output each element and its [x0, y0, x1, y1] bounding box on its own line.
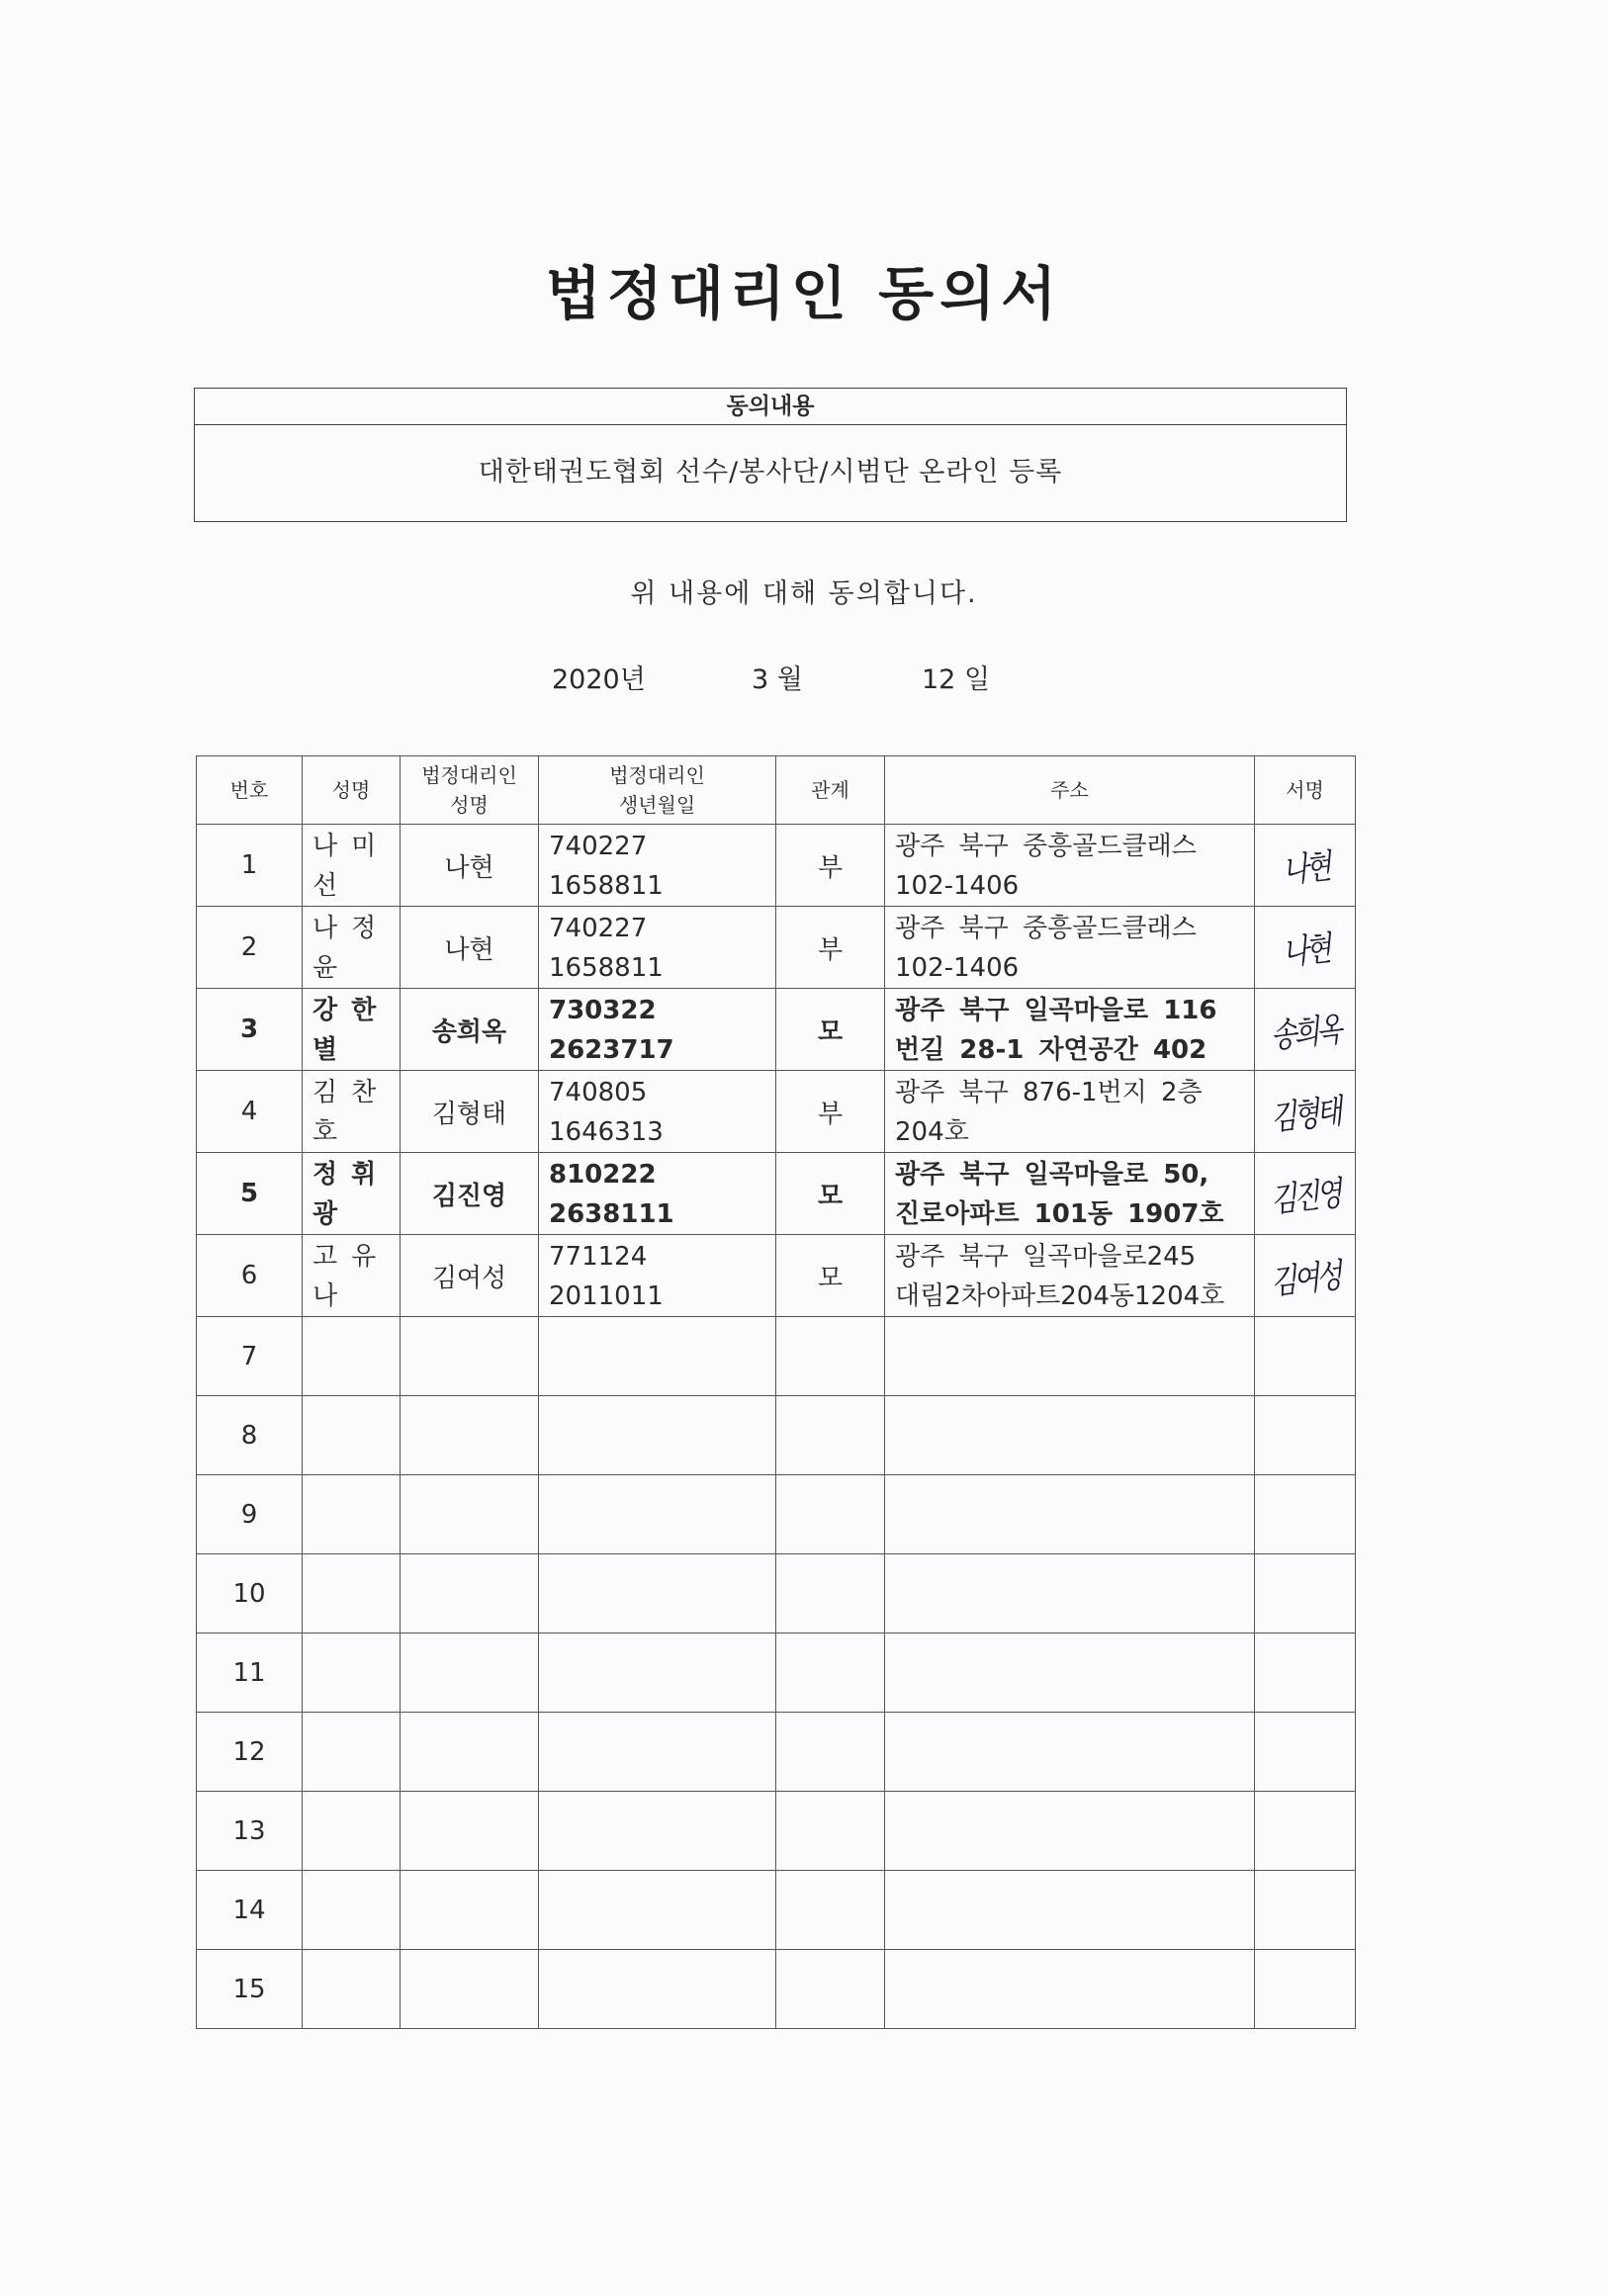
- student-name-line1: 나정: [313, 914, 391, 943]
- empty-cell: [776, 1950, 885, 2029]
- address-line1: 광주 북구 876-1번지 2층: [895, 1078, 1203, 1107]
- empty-cell: [401, 1713, 539, 1792]
- guardian-birth: [539, 1153, 776, 1235]
- table-row: [197, 1871, 1356, 1950]
- signature: [1255, 825, 1356, 907]
- header-guardian-name-line1: 법정대리인: [421, 763, 517, 787]
- row-number: 2: [197, 907, 303, 989]
- empty-cell: [303, 1554, 401, 1634]
- address-line2: 102-1406: [895, 953, 1020, 983]
- empty-cell: [303, 1634, 401, 1713]
- birth-line1: 740805: [549, 1078, 648, 1107]
- date-day: 12 일: [922, 664, 991, 695]
- empty-cell: [885, 1950, 1255, 2029]
- header-guardian-name: [401, 756, 539, 825]
- table-row: [197, 1950, 1356, 2029]
- row-number: 11: [197, 1634, 303, 1713]
- address-line1: 광주 북구 일곡마을로245: [895, 1242, 1197, 1272]
- row-number: 5: [197, 1153, 303, 1235]
- empty-cell: [776, 1871, 885, 1950]
- empty-cell: [539, 1317, 776, 1396]
- student-name-line1: 고유: [313, 1242, 391, 1272]
- header-number: 번호: [197, 756, 303, 825]
- student-name: [303, 907, 401, 989]
- document-title: 법정대리인 동의서: [545, 260, 1063, 327]
- empty-cell: [303, 1475, 401, 1554]
- empty-cell: [539, 1950, 776, 2029]
- student-name-line2: 광: [313, 1199, 352, 1229]
- guardian-name: 김진영: [401, 1153, 539, 1235]
- student-name-line1: 나미: [313, 832, 391, 861]
- signature: [1255, 1235, 1356, 1317]
- student-name-line1: 정휘: [313, 1160, 391, 1190]
- empty-cell: [885, 1871, 1255, 1950]
- empty-cell: [885, 1554, 1255, 1634]
- guardian-birth: [539, 1071, 776, 1153]
- address-line1: 광주 북구 중흥골드클래스: [895, 914, 1197, 943]
- table-row: [197, 1396, 1356, 1475]
- signature: [1255, 1071, 1356, 1153]
- header-signature: 서명: [1255, 756, 1356, 825]
- relation: 부: [776, 1071, 885, 1153]
- empty-cell: [1255, 1317, 1356, 1396]
- guardian-birth: [539, 1235, 776, 1317]
- guardian-birth: [539, 825, 776, 907]
- table-row: [197, 989, 1356, 1071]
- empty-cell: [776, 1554, 885, 1634]
- address: [885, 1235, 1255, 1317]
- guardian-consent-table: [196, 755, 1356, 2029]
- relation: 모: [776, 1153, 885, 1235]
- address-line2: 102-1406: [895, 871, 1020, 901]
- header-relation: 관계: [776, 756, 885, 825]
- header-guardian-birth-line2: 생년월일: [618, 793, 696, 817]
- table-row: [197, 1235, 1356, 1317]
- guardian-birth: [539, 907, 776, 989]
- student-name-line2: 선: [313, 871, 352, 901]
- empty-cell: [303, 1871, 401, 1950]
- birth-line2: 1646313: [549, 1117, 664, 1147]
- row-number: 4: [197, 1071, 303, 1153]
- guardian-name: 나현: [401, 907, 539, 989]
- empty-cell: [303, 1950, 401, 2029]
- empty-cell: [401, 1792, 539, 1871]
- date-month: 3 월: [752, 664, 803, 695]
- empty-cell: [539, 1396, 776, 1475]
- handwritten-signature: 송희옥: [1269, 1009, 1342, 1056]
- empty-cell: [1255, 1792, 1356, 1871]
- birth-line2: 2011011: [549, 1281, 664, 1311]
- student-name-line2: 윤: [313, 953, 352, 983]
- date-year: 2020년: [552, 664, 646, 695]
- consent-content-heading: 동의내용: [195, 389, 1346, 425]
- address-line1: 광주 북구 중흥골드클래스: [895, 832, 1197, 861]
- table-header-row: [197, 756, 1356, 825]
- address: [885, 1071, 1255, 1153]
- empty-cell: [1255, 1475, 1356, 1554]
- empty-cell: [776, 1634, 885, 1713]
- empty-cell: [776, 1475, 885, 1554]
- agreement-statement: 위 내용에 대해 동의합니다.: [630, 578, 978, 609]
- student-name-line2: 별: [313, 1035, 352, 1065]
- empty-cell: [539, 1554, 776, 1634]
- guardian-name: 송희옥: [401, 989, 539, 1071]
- student-name: [303, 1071, 401, 1153]
- relation: 부: [776, 825, 885, 907]
- signature: [1255, 989, 1356, 1071]
- row-number: 14: [197, 1871, 303, 1950]
- empty-cell: [885, 1317, 1255, 1396]
- empty-cell: [539, 1713, 776, 1792]
- handwritten-signature: 나현: [1280, 846, 1330, 891]
- table-row: [197, 1153, 1356, 1235]
- birth-line2: 1658811: [549, 871, 664, 901]
- header-name: 성명: [303, 756, 401, 825]
- student-name-line1: 김찬: [313, 1078, 391, 1107]
- table-row: [197, 1475, 1356, 1554]
- student-name: [303, 1153, 401, 1235]
- empty-cell: [401, 1317, 539, 1396]
- header-address: 주소: [885, 756, 1255, 825]
- table-row: [197, 1554, 1356, 1634]
- guardian-name: 김형태: [401, 1071, 539, 1153]
- address-line2: 204호: [895, 1117, 969, 1147]
- birth-line1: 730322: [549, 996, 657, 1025]
- handwritten-signature: 김진영: [1269, 1173, 1342, 1220]
- empty-cell: [539, 1792, 776, 1871]
- empty-cell: [885, 1396, 1255, 1475]
- empty-cell: [1255, 1634, 1356, 1713]
- empty-cell: [303, 1396, 401, 1475]
- row-number: 6: [197, 1235, 303, 1317]
- empty-cell: [303, 1713, 401, 1792]
- birth-line2: 2638111: [549, 1199, 674, 1229]
- birth-line1: 810222: [549, 1160, 657, 1190]
- student-name-line2: 호: [313, 1117, 352, 1147]
- empty-cell: [776, 1396, 885, 1475]
- student-name-line1: 강한: [313, 996, 391, 1025]
- empty-cell: [401, 1871, 539, 1950]
- empty-cell: [776, 1317, 885, 1396]
- relation: 모: [776, 1235, 885, 1317]
- consent-content-text: 대한태권도협회 선수/봉사단/시범단 온라인 등록: [478, 457, 1063, 487]
- birth-line1: 740227: [549, 914, 648, 943]
- header-guardian-name-line2: 성명: [450, 793, 489, 817]
- empty-cell: [1255, 1713, 1356, 1792]
- birth-line1: 771124: [549, 1242, 648, 1272]
- table-row: [197, 1634, 1356, 1713]
- address-line1: 광주 북구 일곡마을로 116: [895, 996, 1217, 1025]
- empty-cell: [885, 1713, 1255, 1792]
- handwritten-signature: 김형태: [1269, 1091, 1342, 1138]
- empty-cell: [1255, 1871, 1356, 1950]
- empty-cell: [539, 1475, 776, 1554]
- empty-cell: [776, 1792, 885, 1871]
- student-name-line2: 나: [313, 1281, 352, 1311]
- birth-line2: 1658811: [549, 953, 664, 983]
- empty-cell: [401, 1475, 539, 1554]
- header-guardian-birth: [539, 756, 776, 825]
- consent-content-box: [194, 388, 1347, 522]
- birth-line2: 2623717: [549, 1035, 674, 1065]
- address-line2: 번길 28-1 자연공간 402: [895, 1035, 1207, 1065]
- row-number: 7: [197, 1317, 303, 1396]
- row-number: 13: [197, 1792, 303, 1871]
- signature: [1255, 1153, 1356, 1235]
- table-row: [197, 1071, 1356, 1153]
- guardian-birth: [539, 989, 776, 1071]
- row-number: 8: [197, 1396, 303, 1475]
- address: [885, 989, 1255, 1071]
- empty-cell: [885, 1792, 1255, 1871]
- handwritten-signature: 나현: [1280, 928, 1330, 973]
- student-name: [303, 1235, 401, 1317]
- empty-cell: [885, 1475, 1255, 1554]
- row-number: 1: [197, 825, 303, 907]
- empty-cell: [1255, 1950, 1356, 2029]
- row-number: 15: [197, 1950, 303, 2029]
- table-row: [197, 825, 1356, 907]
- empty-cell: [401, 1950, 539, 2029]
- empty-cell: [539, 1871, 776, 1950]
- address: [885, 1153, 1255, 1235]
- table-row: [197, 907, 1356, 989]
- header-guardian-birth-line1: 법정대리인: [609, 763, 705, 787]
- row-number: 12: [197, 1713, 303, 1792]
- signature: [1255, 907, 1356, 989]
- row-number: 10: [197, 1554, 303, 1634]
- empty-cell: [885, 1634, 1255, 1713]
- address-line2: 진로아파트 101동 1907호: [895, 1199, 1224, 1229]
- handwritten-signature: 김여성: [1269, 1255, 1342, 1302]
- empty-cell: [776, 1713, 885, 1792]
- empty-cell: [1255, 1396, 1356, 1475]
- address-line2: 대림2차아파트204동1204호: [895, 1281, 1225, 1311]
- birth-line1: 740227: [549, 832, 648, 861]
- empty-cell: [303, 1317, 401, 1396]
- guardian-name: 나현: [401, 825, 539, 907]
- empty-cell: [303, 1792, 401, 1871]
- row-number: 3: [197, 989, 303, 1071]
- guardian-name: 김여성: [401, 1235, 539, 1317]
- student-name: [303, 989, 401, 1071]
- empty-cell: [401, 1554, 539, 1634]
- empty-cell: [401, 1634, 539, 1713]
- empty-cell: [1255, 1554, 1356, 1634]
- relation: 부: [776, 907, 885, 989]
- address: [885, 825, 1255, 907]
- relation: 모: [776, 989, 885, 1071]
- row-number: 9: [197, 1475, 303, 1554]
- address: [885, 907, 1255, 989]
- table-row: [197, 1792, 1356, 1871]
- empty-cell: [401, 1396, 539, 1475]
- table-row: [197, 1317, 1356, 1396]
- table-row: [197, 1713, 1356, 1792]
- student-name: [303, 825, 401, 907]
- empty-cell: [539, 1634, 776, 1713]
- address-line1: 광주 북구 일곡마을로 50,: [895, 1160, 1209, 1190]
